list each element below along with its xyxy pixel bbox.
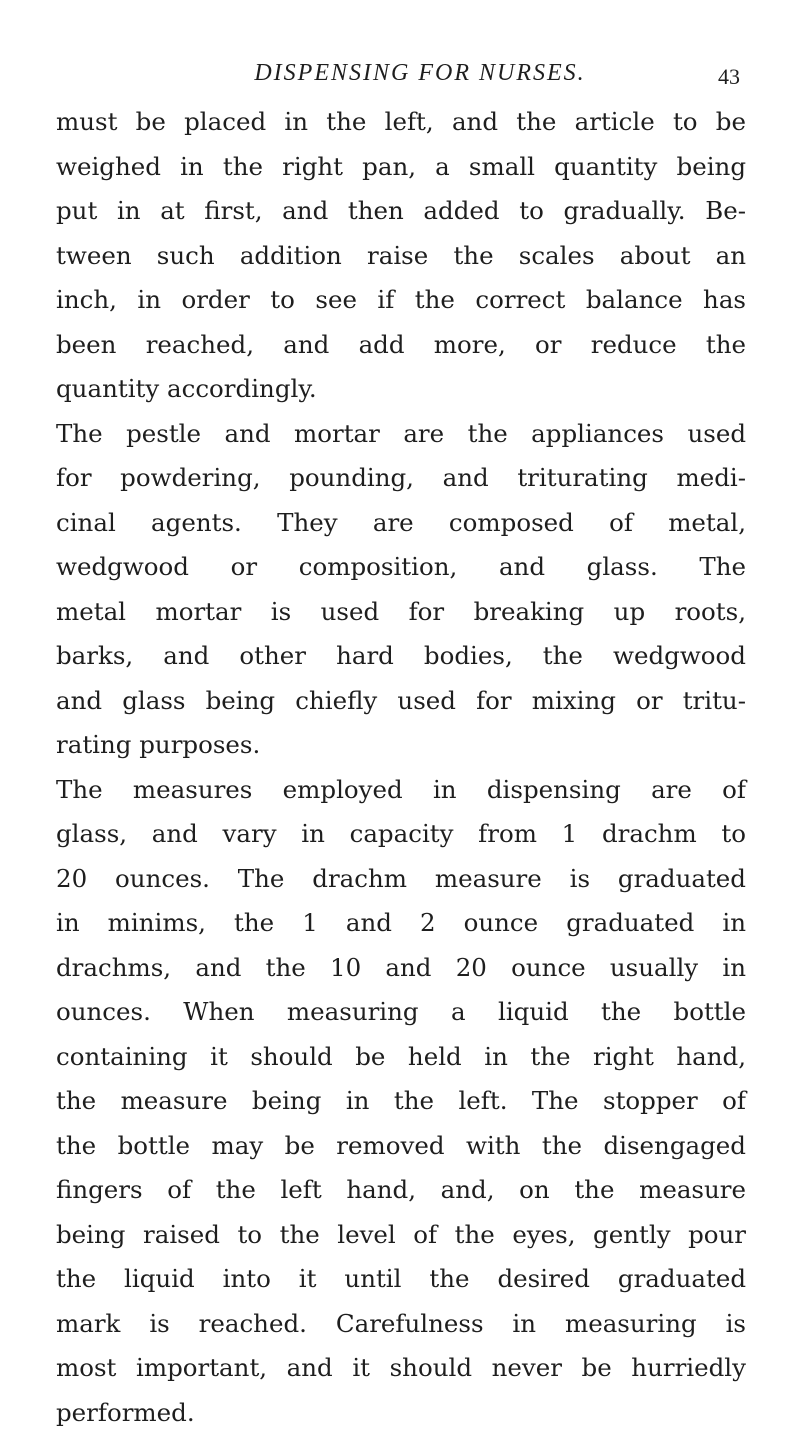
text-line: and glass being chiefly used for mixing or tritu- <box>56 679 746 724</box>
text-line: mark is reached. Carefulness in measuring is <box>56 1302 746 1347</box>
text-line: containing it should be held in the right hand, <box>56 1035 746 1080</box>
text-line: most important, and it should never be hurriedly <box>56 1346 746 1391</box>
text-line: performed. <box>56 1391 746 1435</box>
text-line: 20 ounces. The drachm measure is graduated <box>56 857 746 902</box>
text-line: cinal agents. They are composed of metal, <box>56 501 746 546</box>
text-line: The measures employed in dispensing are of <box>56 768 746 813</box>
text-line: must be placed in the left, and the article to be <box>56 100 746 145</box>
text-line: barks, and other hard bodies, the wedgwood <box>56 634 746 679</box>
text-line: The pestle and mortar are the appliances used <box>56 412 746 457</box>
text-line: glass, and vary in capacity from 1 drachm to <box>56 812 746 857</box>
text-line: wedgwood or composition, and glass. The <box>56 545 746 590</box>
text-line: the liquid into it until the desired graduated <box>56 1257 746 1302</box>
text-line: ounces. When measuring a liquid the bottle <box>56 990 746 1035</box>
text-line: the bottle may be removed with the disengaged <box>56 1124 746 1169</box>
text-line: in minims, the 1 and 2 ounce graduated in <box>56 901 746 946</box>
text-line: drachms, and the 10 and 20 ounce usually in <box>56 946 746 991</box>
text-line: metal mortar is used for breaking up roots, <box>56 590 746 635</box>
text-line: rating purposes. <box>56 723 746 768</box>
text-line: put in at first, and then added to gradually. Be- <box>56 189 746 234</box>
text-line: for powdering, pounding, and triturating medi- <box>56 456 746 501</box>
text-line: weighed in the right pan, a small quantity being <box>56 145 746 190</box>
text-line: fingers of the left hand, and, on the measure <box>56 1168 746 1213</box>
page-number: 43 <box>718 62 740 92</box>
text-line: been reached, and add more, or reduce the <box>56 323 746 368</box>
running-title: DISPENSING FOR NURSES. <box>100 58 740 88</box>
text-line: being raised to the level of the eyes, gently pour <box>56 1213 746 1258</box>
body-text <box>56 100 746 1435</box>
running-head <box>100 58 740 88</box>
text-line: quantity accordingly. <box>56 367 746 412</box>
text-line: inch, in order to see if the correct balance has <box>56 278 746 323</box>
text-line: tween such addition raise the scales about an <box>56 234 746 279</box>
text-line: the measure being in the left. The stopper of <box>56 1079 746 1124</box>
